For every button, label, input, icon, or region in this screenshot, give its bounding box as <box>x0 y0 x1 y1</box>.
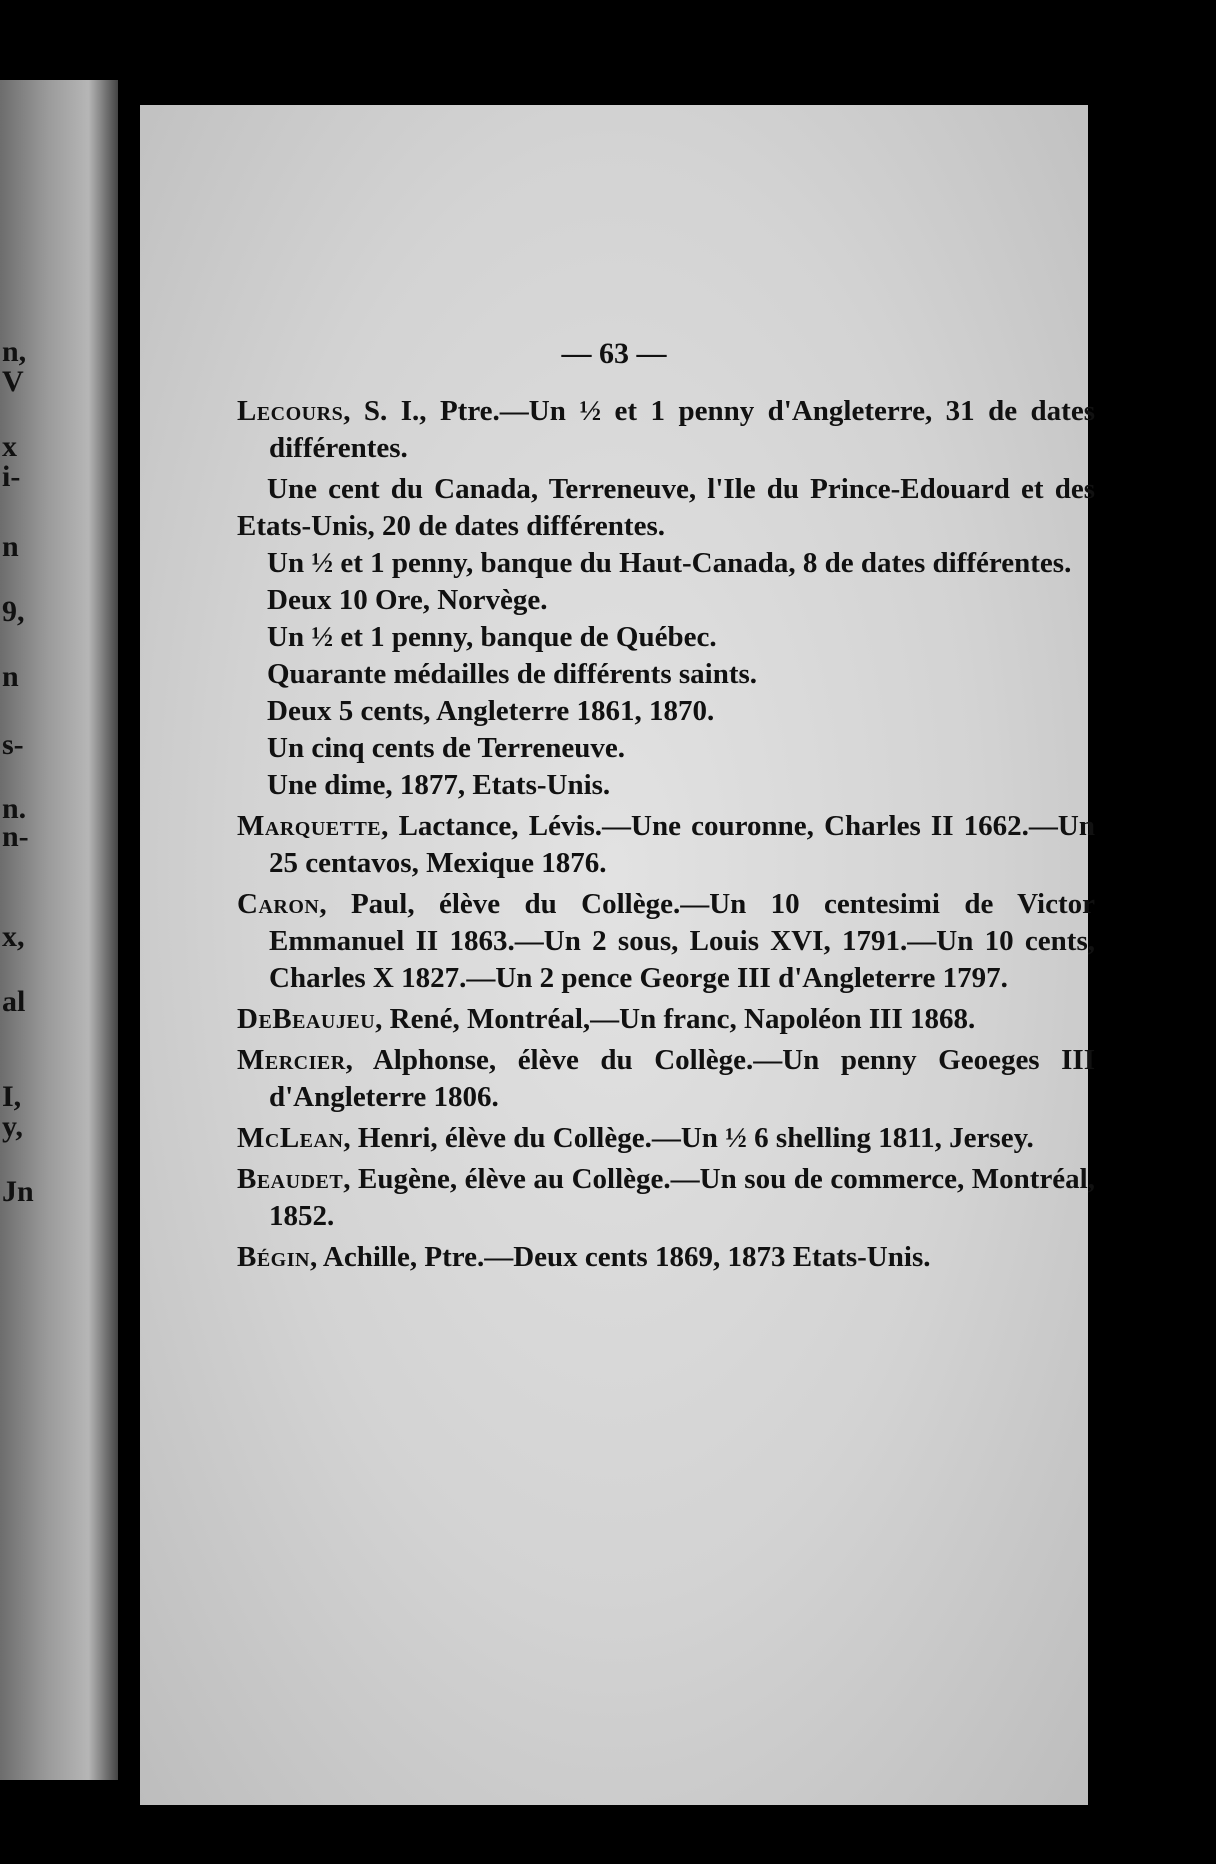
entry-lecours: Lecours, S. I., Ptre.—Un ½ et 1 penny d'Angleterre, 31 de dates différentes. <box>237 395 1095 464</box>
entry-name: Lecours <box>237 395 344 427</box>
facing-page-fragment: x, <box>2 920 25 953</box>
entry-name: Bégin <box>237 1241 310 1273</box>
facing-page-fragment: 9, <box>2 595 25 628</box>
facing-page-fragment: n <box>2 660 19 693</box>
entry-caron: Caron, Paul, élève du Collège.—Un 10 centesimi de Victor Emmanuel II 1863.—Un 2 sous, Louis XVI, 1791.—Un 10 cents, Charles X 1827.—Un 2 pence George III d'Angleterre 1797. <box>237 888 1095 994</box>
entry-mercier: Mercier, Alphonse, élève du Collège.—Un penny Geoeges III d'Angleterre 1806. <box>237 1044 1095 1113</box>
facing-page-fragment: n. <box>2 792 27 825</box>
page-number: — 63 — <box>561 337 667 370</box>
entry-line: Deux 10 Ore, Norvège. <box>267 584 548 616</box>
facing-page-fragment: x <box>2 430 17 463</box>
facing-page-fragment: y, <box>2 1110 23 1143</box>
entry-name: Caron <box>237 888 320 920</box>
entry-line: Deux 5 cents, Angleterre 1861, 1870. <box>267 695 715 727</box>
entry-name: Marquette <box>237 810 382 842</box>
entry-line: Quarante médailles de différents saints. <box>267 658 758 690</box>
entry-name: McLean <box>237 1122 344 1154</box>
entry-name: Mercier <box>237 1044 346 1076</box>
entry-line: Un ½ et 1 penny, banque de Québec. <box>267 621 717 653</box>
entry-text: Henri, élève du Collège.—Un ½ 6 shelling 1811, Jersey. <box>357 1122 1034 1154</box>
facing-page-fragment: s- <box>2 728 24 761</box>
book-page <box>140 105 1095 1805</box>
entry-paragraph: Une cent du Canada, Terreneuve, l'Ile du Prince-Edouard et des Etats-Unis, 20 de dates différentes. <box>237 473 1095 542</box>
entry-text: S. I., Ptre.—Un ½ et 1 penny d'Angleterre, 31 de dates différentes. <box>269 395 1095 464</box>
entry-text: Lactance, Lévis.—Une couronne, Charles II 1662.—Un 25 centavos, Mexique 1876. <box>269 810 1095 879</box>
entry-debeaujeu: DeBeaujeu, René, Montréal,—Un franc, Napoléon III 1868. <box>237 1003 976 1035</box>
facing-page-fragment: n- <box>2 820 29 853</box>
entry-mclean: McLean, Henri, élève du Collège.—Un ½ 6 shelling 1811, Jersey. <box>237 1122 1034 1154</box>
facing-page-edge <box>0 80 118 1780</box>
entry-text: Eugène, élève au Collège.—Un sou de commerce, Montréal, 1852. <box>269 1163 1095 1232</box>
entry-text: Achille, Ptre.—Deux cents 1869, 1873 Etats-Unis. <box>322 1241 931 1273</box>
entry-beaudet: Beaudet, Eugène, élève au Collège.—Un sou de commerce, Montréal, 1852. <box>237 1163 1095 1232</box>
entry-text: Alphonse, élève du Collège.—Un penny Geoeges III d'Angleterre 1806. <box>269 1044 1095 1113</box>
facing-page-fragment: n <box>2 530 19 563</box>
entry-paragraph: Un ½ et 1 penny, banque du Haut-Canada, 8 de dates différentes. <box>267 547 1072 579</box>
entry-marquette: Marquette, Lactance, Lévis.—Une couronne, Charles II 1662.—Un 25 centavos, Mexique 1876. <box>237 810 1095 879</box>
entry-line: Un cinq cents de Terreneuve. <box>267 732 625 764</box>
facing-page-fragment: i- <box>2 460 21 493</box>
entry-text: Paul, élève du Collège.—Un 10 centesimi de Victor Emmanuel II 1863.—Un 2 sous, Louis XVI, 1791.—Un 10 cents, Charles X 1827.—Un 2 pence George III d'Angleterre 1797. <box>269 888 1095 994</box>
facing-page-fragment: al <box>2 985 26 1018</box>
entry-text: René, Montréal,—Un franc, Napoléon III 1868. <box>389 1003 976 1035</box>
page-body <box>237 393 1095 1280</box>
entry-name: DeBeaujeu <box>237 1003 376 1035</box>
entry-name: Beaudet <box>237 1163 344 1195</box>
facing-page-fragment: I, <box>2 1080 22 1113</box>
facing-page-fragment: n, <box>2 335 27 368</box>
facing-page-fragment: Jn <box>2 1175 34 1208</box>
entry-line: Une dime, 1877, Etats-Unis. <box>267 769 611 801</box>
facing-page-fragment: V <box>2 365 24 398</box>
entry-begin: Bégin, Achille, Ptre.—Deux cents 1869, 1873 Etats-Unis. <box>237 1241 931 1273</box>
